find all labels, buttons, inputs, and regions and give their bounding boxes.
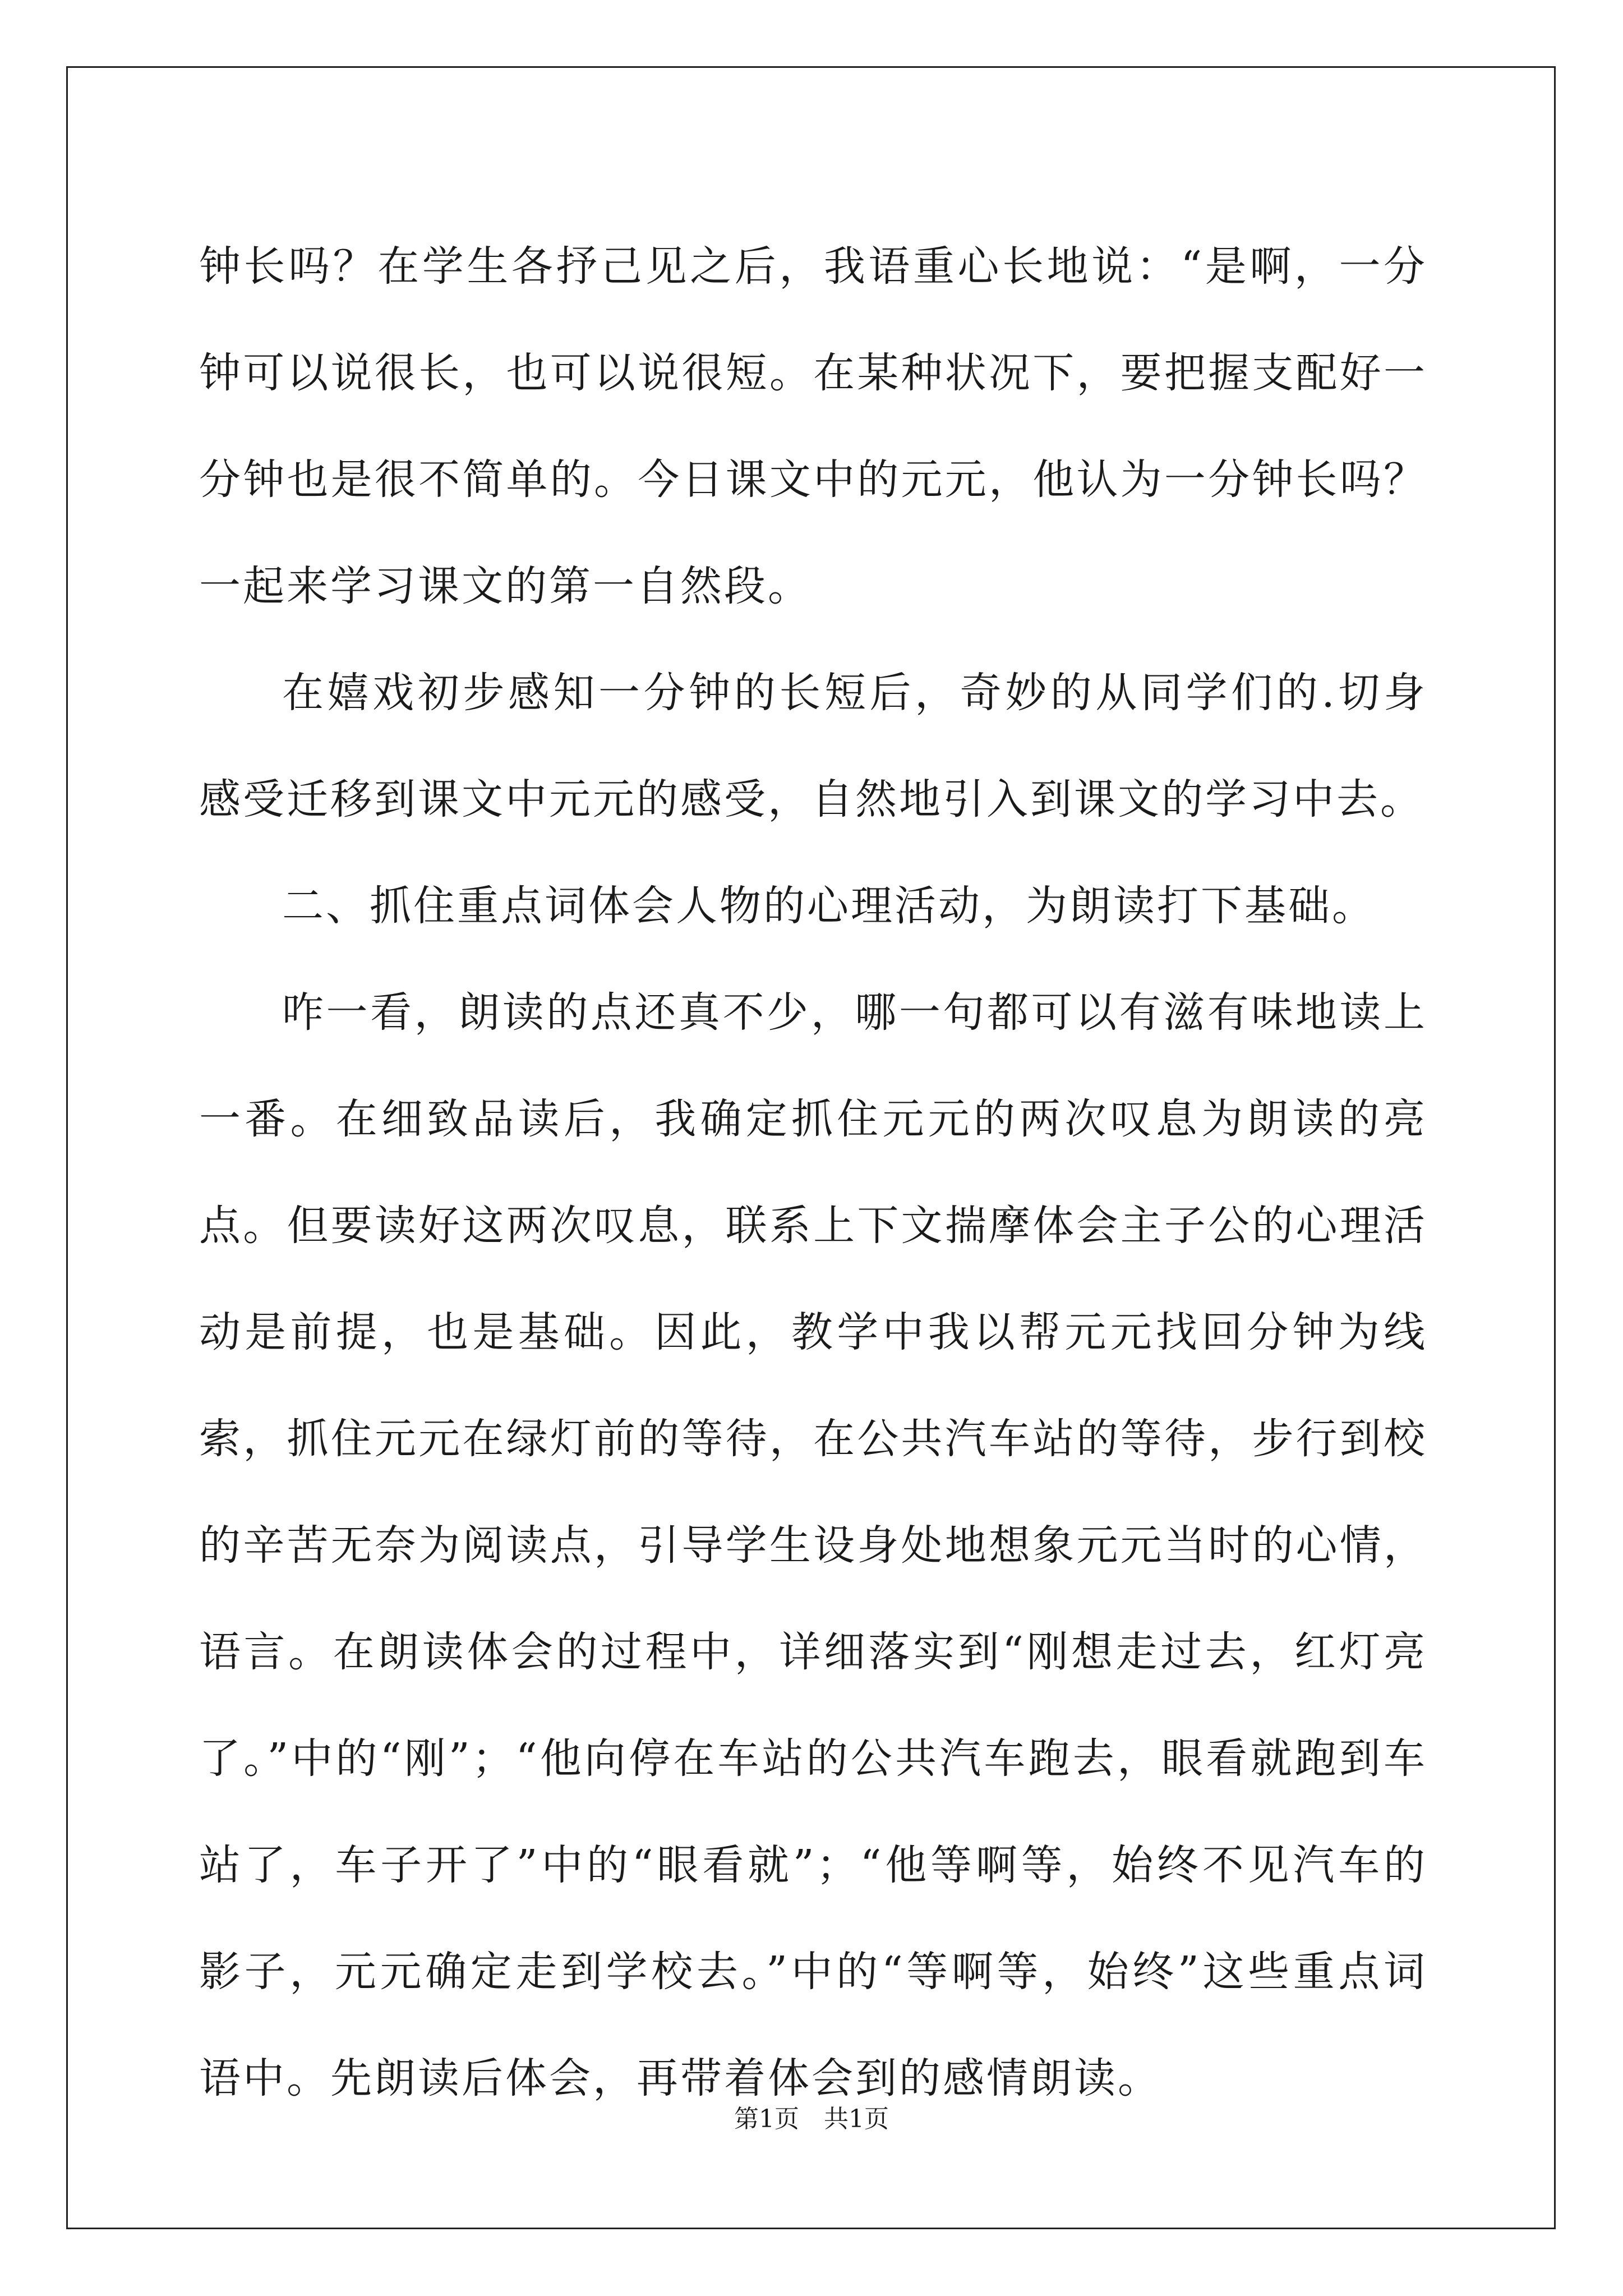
page-total: 共1页 <box>824 2105 889 2133</box>
page-number: 第1页 <box>734 2105 799 2133</box>
paragraph-reading-analysis: 咋一看，朗读的点还真不少，哪一句都可以有滋有味地读上一番。在细致品读后，我确定抓住元元的两次叹息为朗读的亮点。但要读好这两次叹息，联系上下文揣摩体会主子公的心理活动是前提，也是基础。因此，教学中我以帮元元找回分钟为线索，抓住元元在绿灯前的等待，在公共汽车站的等待，步行到校的辛苦无奈为阅读点，引导学生设身处地想象元元当时的心情，语言。在朗读体会的过程中，详细落实到“刚想走过去，红灯亮了。”中的“刚”；“他向停在车站的公共汽车跑去，眼看就跑到车站了，车子开了”中的“眼看就”；“他等啊等，始终不见汽车的影子，元元确定走到学校去。”中的“等啊等，始终”这些重点词语中。先朗读后体会，再带着体会到的感情朗读。 <box>199 988 1427 2102</box>
paragraph-continuation: 钟长吗？在学生各抒己见之后，我语重心长地说：“是啊，一分钟可以说很长，也可以说很短。在某种状况下，要把握支配好一分钟也是很不简单的。今日课文中的元元，他认为一分钟长吗？一起来学习课文的第一自然段。 <box>199 242 1427 610</box>
document-body <box>199 213 1427 2132</box>
page-footer <box>0 2102 1623 2136</box>
paragraph-game-intro: 在嬉戏初步感知一分钟的长短后，奇妙的从同学们的.切身感受迁移到课文中元元的感受，自然地引入到课文的学习中去。 <box>199 669 1427 823</box>
section-heading-2: 二、抓住重点词体会人物的心理活动，为朗读打下基础。 <box>282 882 1376 930</box>
